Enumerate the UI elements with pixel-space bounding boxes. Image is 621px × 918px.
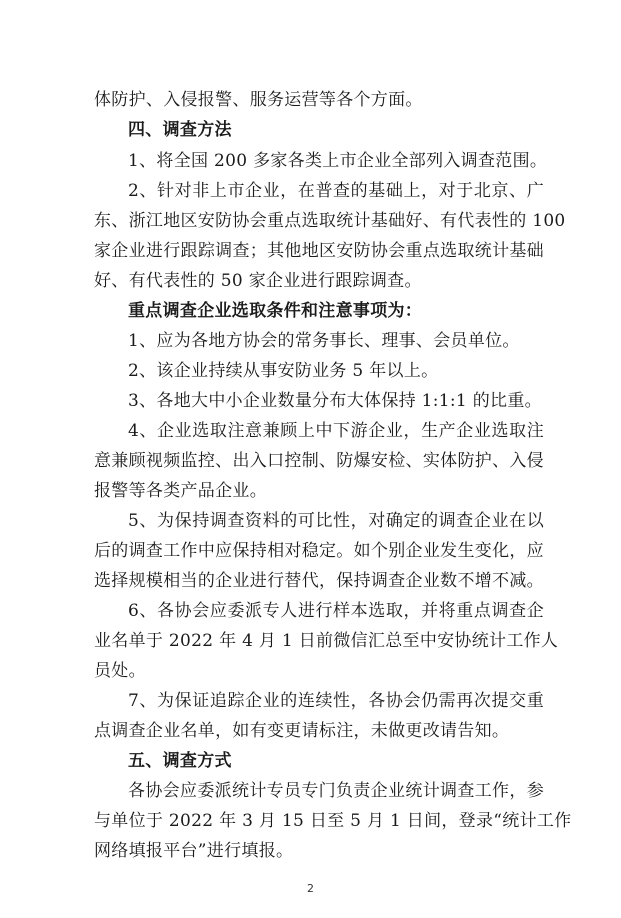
text-line: 好、有代表性的 50 家企业进行跟踪调查。 xyxy=(94,271,422,291)
text-line: 选择规模相当的企业进行替代，保持调查企业数不增不减。 xyxy=(94,571,544,591)
text-line: 4、企业选取注意兼顾上中下游企业，生产企业选取注 xyxy=(128,421,544,441)
section-heading-survey-mode: 五、调查方式 xyxy=(128,751,232,771)
subheading-selection-conditions: 重点调查企业选取条件和注意事项为： xyxy=(128,301,423,321)
text-line: 各协会应委派统计专员专门负责企业统计调查工作，参 xyxy=(128,781,544,801)
text-line: 意兼顾视频监控、出入口控制、防爆安检、实体防护、入侵 xyxy=(94,451,544,471)
text-line: 点调查企业名单，如有变更请标注，未做更改请告知。 xyxy=(94,721,510,741)
text-line: 1、将全国 200 多家各类上市企业全部列入调查范围。 xyxy=(128,151,548,171)
text-line: 网络填报平台”进行填报。 xyxy=(94,841,294,861)
text-line: 1、应为各地方协会的常务事长、理事、会员单位。 xyxy=(128,331,520,351)
text-line: 7、为保证追踪企业的连续性，各协会仍需再次提交重 xyxy=(128,691,544,711)
text-line: 员处。 xyxy=(94,661,146,681)
text-line: 后的调查工作中应保持相对稳定。如个别企业发生变化，应 xyxy=(94,541,544,561)
text-line: 与单位于 2022 年 3 月 15 日至 5 月 1 日间，登录“统计工作 xyxy=(94,811,572,831)
text-line: 东、浙江地区安防协会重点选取统计基础好、有代表性的 100 xyxy=(94,211,566,231)
text-line: 业名单于 2022 年 4 月 1 日前微信汇总至中安协统计工作人 xyxy=(94,631,559,651)
section-heading-methods: 四、调查方法 xyxy=(128,120,232,140)
text-line: 体防护、入侵报警、服务运营等各个方面。 xyxy=(94,90,423,110)
text-line: 2、针对非上市企业，在普查的基础上，对于北京、广 xyxy=(128,181,544,201)
text-line: 5、为保持调查资料的可比性，对确定的调查企业在以 xyxy=(128,511,544,531)
text-line: 家企业进行跟踪调查；其他地区安防协会重点选取统计基础 xyxy=(94,241,544,261)
text-line: 6、各协会应委派专人进行样本选取，并将重点调查企 xyxy=(128,601,544,621)
text-line: 2、该企业持续从事安防业务 5 年以上。 xyxy=(128,361,439,381)
text-line: 报警等各类产品企业。 xyxy=(94,481,267,501)
text-line: 3、各地大中小企业数量分布大体保持 1:1:1 的比重。 xyxy=(128,391,542,411)
page-number: 2 xyxy=(307,882,314,895)
